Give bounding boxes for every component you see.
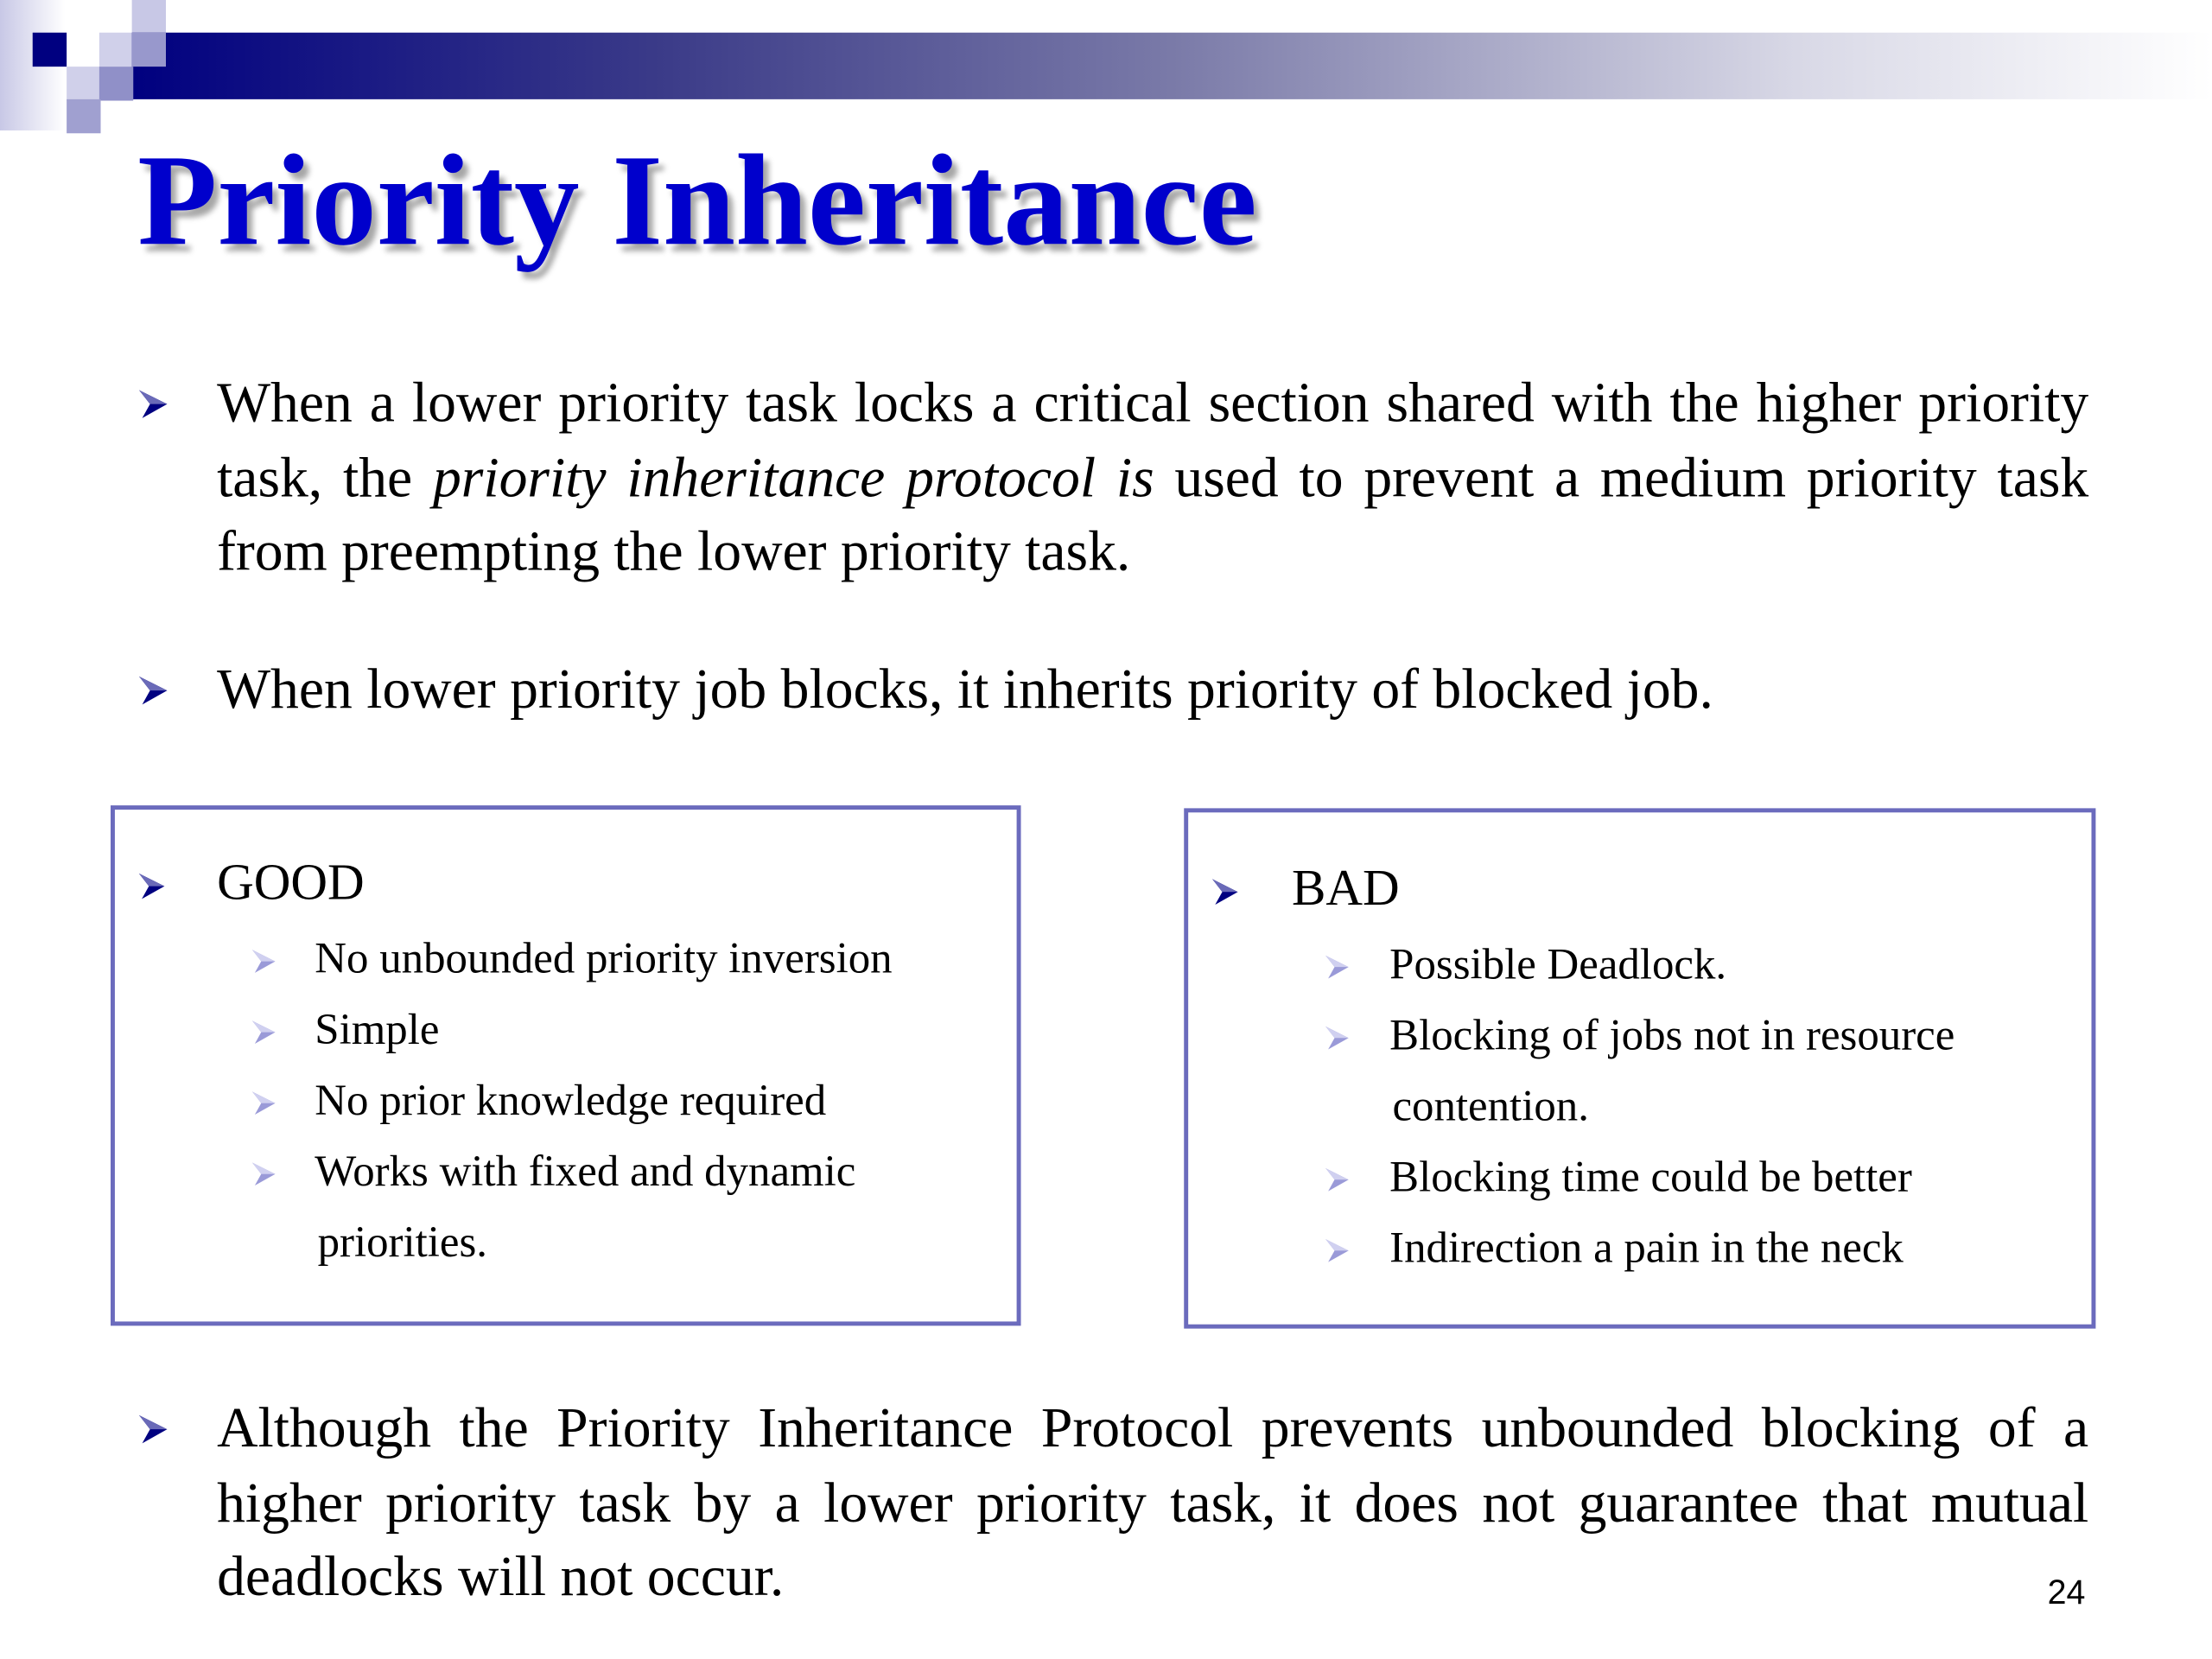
bullet-2 [137, 652, 2088, 727]
good-item: Works with fixed and dynamic [315, 1145, 856, 1196]
page-number: 24 [2047, 1573, 2086, 1612]
bullet-2-text: When lower priority job blocks, it inherits priority of blocked job. [217, 656, 1713, 721]
arrowhead-bullet-icon [137, 389, 168, 420]
sub-bullet-icon [1325, 1167, 1351, 1193]
arrowhead-bullet-icon [137, 872, 166, 900]
bad-heading: BAD [1291, 859, 1400, 917]
decor-square [99, 67, 133, 100]
bullet-1-text: When a lower priority task locks a critical section shared with the higher priority task, the [217, 370, 2089, 509]
bullet-3 [137, 1391, 2088, 1614]
decor-square [132, 33, 166, 67]
sub-bullet-icon [251, 1090, 276, 1116]
decor-square [99, 33, 133, 67]
good-item: No prior knowledge required [315, 1074, 827, 1125]
bad-item: Possible Deadlock. [1389, 938, 1727, 988]
decor-square [33, 33, 67, 67]
header-gradient-bar [132, 33, 2212, 99]
bullet-1-italic: priority inheritance protocol is [432, 444, 1154, 509]
good-box [111, 805, 1021, 1325]
bad-item: Blocking time could be better [1389, 1151, 1912, 1201]
arrowhead-bullet-icon [1211, 878, 1239, 906]
sub-bullet-icon [1325, 954, 1351, 980]
bullet-3-text: Although the Priority Inheritance Protocol prevents unbounded blocking of a higher priority task by a lower priority task, it does not guarantee that mutual deadlocks will not occur. [217, 1395, 2089, 1608]
bad-item-continued: contention. [1392, 1080, 1589, 1130]
arrowhead-bullet-icon [137, 675, 168, 706]
good-heading: GOOD [217, 853, 365, 911]
sub-bullet-icon [251, 1161, 276, 1187]
decor-square [132, 0, 166, 34]
sub-bullet-icon [251, 1020, 276, 1046]
decor-square [67, 99, 100, 133]
sub-bullet-icon [251, 949, 276, 975]
slide-title: Priority Inheritance [137, 127, 1257, 273]
good-item-continued: priorities. [317, 1216, 487, 1267]
sub-bullet-icon [1325, 1025, 1351, 1051]
bad-box [1184, 808, 2095, 1328]
bad-item: Indirection a pain in the neck [1389, 1222, 1904, 1272]
bullet-1 [137, 365, 2088, 588]
sub-bullet-icon [1325, 1238, 1351, 1264]
bad-item: Blocking of jobs not in resource [1389, 1009, 1955, 1059]
good-item: Simple [315, 1003, 440, 1054]
decor-square [67, 67, 100, 100]
arrowhead-bullet-icon [137, 1414, 168, 1445]
bullet-1-text-end: used to prevent a medium priority task from preempting the lower priority task. [217, 444, 2089, 583]
good-item: No unbounded priority inversion [315, 932, 893, 983]
